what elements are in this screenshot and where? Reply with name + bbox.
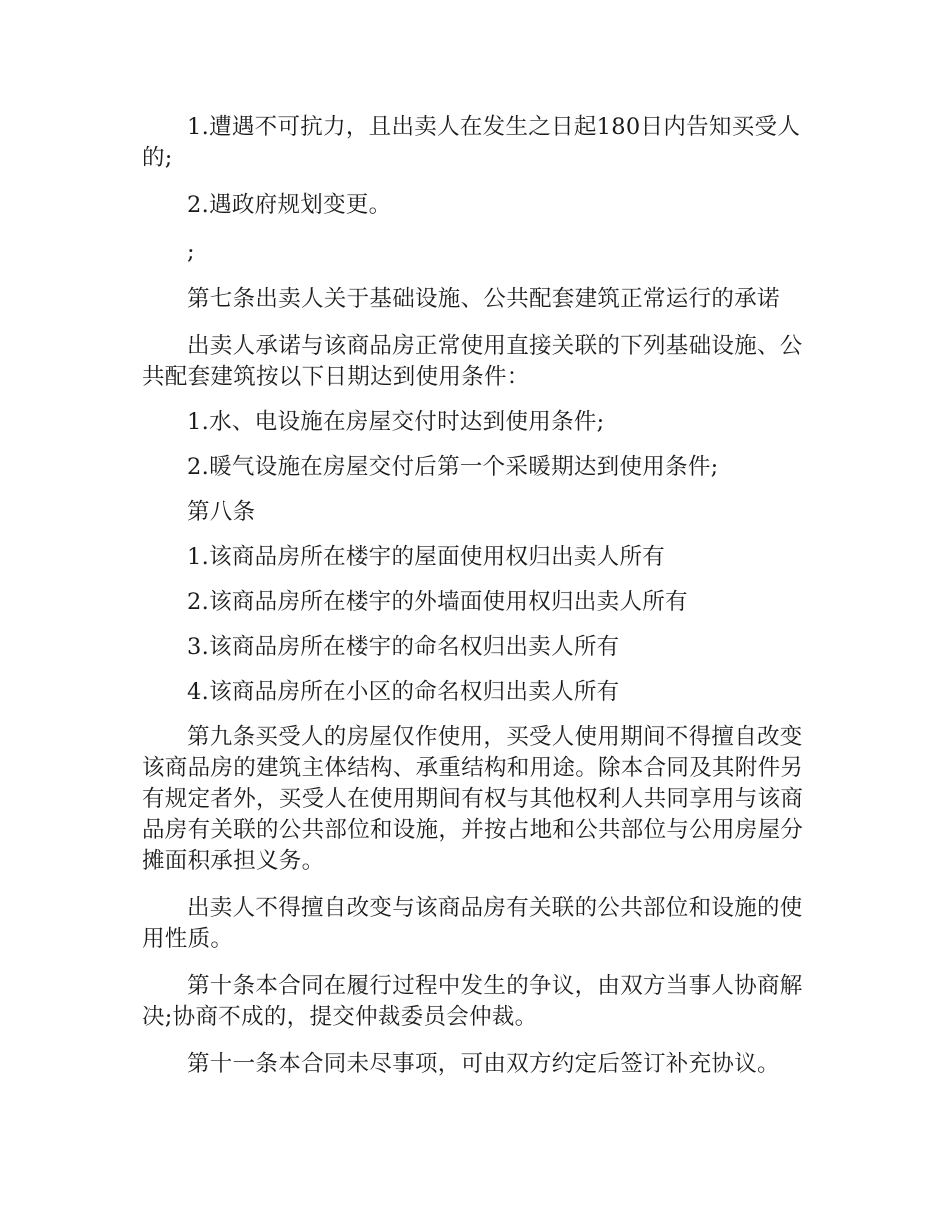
paragraph-seller-obligation: 出卖人不得擅自改变与该商品房有关联的公共部位和设施的使用性质。 [142, 895, 803, 952]
paragraph-article-8-heading: 第八条 [187, 499, 256, 525]
paragraph-article-7-promise: 出卖人承诺与该商品房正常使用直接关联的下列基础设施、公共配套建筑按以下日期达到使用条件： [142, 333, 803, 390]
paragraph-article-11: 第十一条本合同未尽事项，可由双方约定后签订补充协议。 [187, 1051, 780, 1077]
paragraph-force-majeure: 1.遭遇不可抗力，且出卖人在发生之日起180日内告知买受人的; [142, 114, 801, 171]
paragraph-heating: 2.暖气设施在房屋交付后第一个采暖期达到使用条件; [187, 454, 719, 480]
paragraph-article-10: 第十条本合同在履行过程中发生的争议，由双方当事人协商解决;协商不成的，提交仲裁委员会仲裁。 [142, 973, 803, 1030]
paragraph-community-naming: 4.该商品房所在小区的命名权归出卖人所有 [187, 679, 620, 705]
paragraph-separator: ; [187, 239, 195, 265]
paragraph-wall-rights: 2.该商品房所在楼宇的外墙面使用权归出卖人所有 [187, 589, 688, 615]
paragraph-article-7-heading: 第七条出卖人关于基础设施、公共配套建筑正常运行的承诺 [187, 286, 780, 312]
paragraph-planning-change: 2.遇政府规划变更。 [187, 192, 392, 218]
paragraph-building-naming: 3.该商品房所在楼宇的命名权归出卖人所有 [187, 634, 620, 660]
paragraph-roof-rights: 1.该商品房所在楼宇的屋面使用权归出卖人所有 [187, 544, 666, 570]
paragraph-article-9: 第九条买受人的房屋仅作使用，买受人使用期间不得擅自改变该商品房的建筑主体结构、承重结构和用途。除本合同及其附件另有规定者外，买受人在使用期间有权与其他权利人共同享用与该商品房有关联的公共部位和设施，并按占地和公共部位与公用房屋分摊面积承担义务。 [142, 724, 804, 874]
paragraph-water-electric: 1.水、电设施在房屋交付时达到使用条件; [187, 409, 605, 435]
